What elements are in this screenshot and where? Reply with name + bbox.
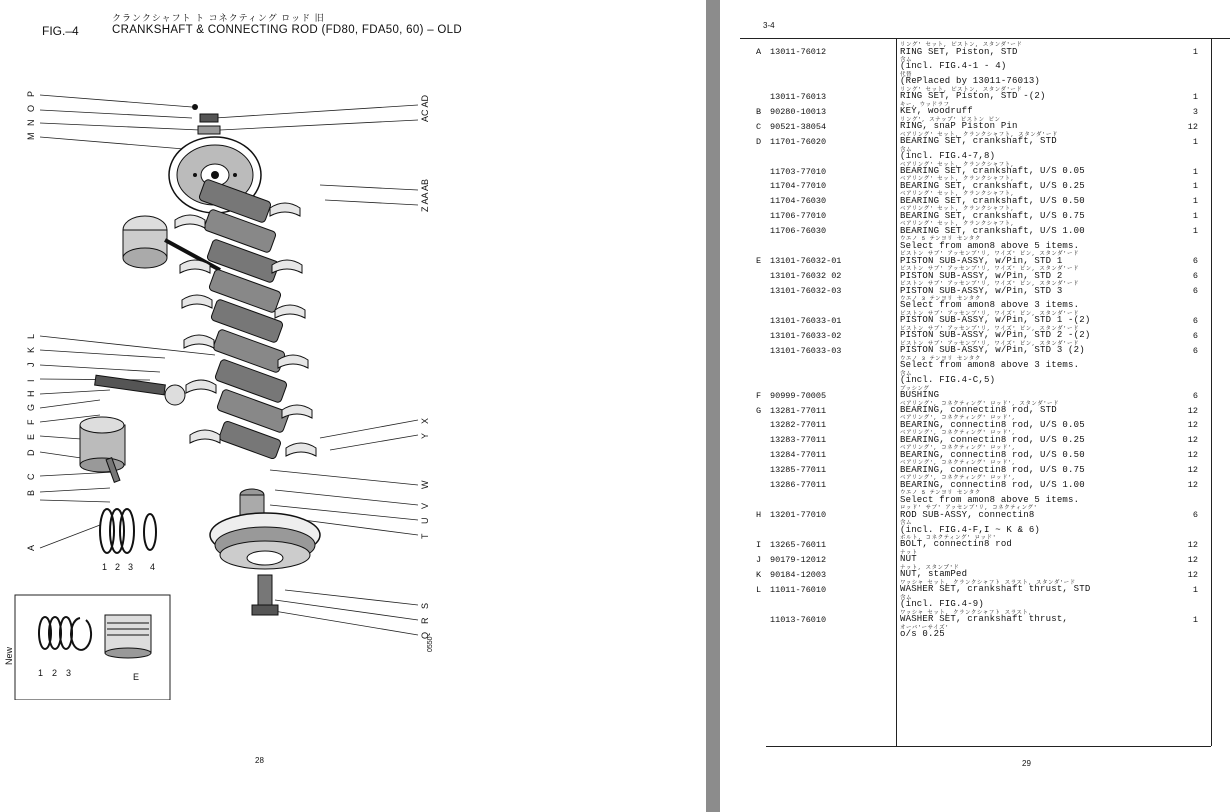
part-number: 11701-76020 <box>770 136 827 147</box>
part-description: RING SET, Piston, STD -(2) <box>900 91 1046 102</box>
part-name-jp: ウエノ 5 テンヨリ センタク <box>900 489 981 497</box>
part-description-block <box>900 595 1180 610</box>
part-number: 13286-77011 <box>770 480 827 491</box>
ref-letter: I <box>756 539 762 550</box>
parts-list-row <box>720 296 1210 311</box>
part-name-jp: オーバ'ーサイズ' <box>900 623 949 631</box>
part-name-jp: リング', スナップ' ピストン ピン <box>900 115 1001 123</box>
part-description: BEARING, connectin8 rod, U/S 1.00 <box>900 479 1085 490</box>
parts-list-row <box>720 132 1210 147</box>
part-description: (incl. FIG.4-C,5) <box>900 375 996 386</box>
part-description-block <box>900 311 1180 326</box>
parts-list-row <box>720 72 1210 87</box>
part-name-jp: ブッシング <box>900 384 930 392</box>
callout-V: V <box>420 502 430 509</box>
part-number: 13011-76013 <box>770 91 827 102</box>
part-description-block <box>900 296 1180 311</box>
figure-title-jp: クランクシャフト ト コネクティング ロッド 旧 <box>112 13 325 23</box>
part-number: 13201-77010 <box>770 510 827 521</box>
ref-letter: L <box>756 584 762 595</box>
callout-K: K <box>26 346 36 353</box>
part-name-jp: ベアリング' セット, クランクシャフト, <box>900 175 1015 183</box>
callout-M: M <box>26 132 36 140</box>
callout-Q: Q <box>420 631 430 639</box>
part-number: 13101-76032-01 <box>770 256 842 267</box>
callout-P: P <box>26 90 36 97</box>
quantity: 12 <box>1187 480 1198 491</box>
part-name-jp: ピストン サブ' アッセンブ'リ, ワイズ' ピン, スタンダ'ード <box>900 265 1079 273</box>
parts-list-row <box>720 311 1210 326</box>
part-description-block <box>900 610 1180 625</box>
part-number: 13284-77011 <box>770 450 827 461</box>
quantity: 12 <box>1187 121 1198 132</box>
part-description: NUT <box>900 554 917 565</box>
parts-list-row <box>720 147 1210 162</box>
part-number: 90999-70005 <box>770 390 827 401</box>
quantity: 12 <box>1187 539 1198 550</box>
part-description-block <box>900 102 1180 117</box>
part-name-jp: 含ム <box>900 145 913 153</box>
quantity: 6 <box>1192 345 1198 356</box>
callout-T: T <box>420 533 430 539</box>
quantity: 1 <box>1192 166 1198 177</box>
parts-list-row <box>720 595 1210 610</box>
part-description-block <box>900 386 1180 401</box>
ref-letter: K <box>756 569 762 580</box>
quantity: 1 <box>1192 181 1198 192</box>
quantity: 12 <box>1187 420 1198 431</box>
part-description-block <box>900 206 1180 221</box>
part-description-block <box>900 42 1180 57</box>
callout-D: D <box>26 449 36 456</box>
part-number: 13101-76032 02 <box>770 271 842 282</box>
parts-list-row <box>720 356 1210 371</box>
part-description: BOLT, connectin8 rod <box>900 539 1013 550</box>
part-description: (incl. FIG.4-1 - 4) <box>900 61 1007 72</box>
part-description: PISTON SUB-ASSY, w/Pin, STD 1 <box>900 255 1063 266</box>
part-number: 11706-76030 <box>770 226 827 237</box>
parts-list-row <box>720 505 1210 520</box>
callout-O: O <box>26 104 36 112</box>
part-number: 11704-76030 <box>770 196 827 207</box>
ref-letter: F <box>756 390 762 401</box>
part-name-jp: ベアリング' セット, クランクシャフト, スタンダ'ード <box>900 130 1058 138</box>
part-name-jp: ウエノ 3 テンヨリ センタク <box>900 294 981 302</box>
parts-list-row <box>720 221 1210 236</box>
part-description: PISTON SUB-ASSY, w/Pin, STD 3 (2) <box>900 345 1085 356</box>
part-number: 13285-77011 <box>770 465 827 476</box>
part-description: (incl. FIG.4-7,8) <box>900 151 996 162</box>
part-description: PISTON SUB-ASSY, w/Pin, STD 2 -(2) <box>900 330 1091 341</box>
part-number: 11703-77010 <box>770 166 827 177</box>
part-description: BUSHING <box>900 390 940 401</box>
ring-number: 2 <box>115 562 121 572</box>
parts-list-row <box>720 460 1210 475</box>
piston-rings <box>100 509 156 553</box>
part-description-block <box>900 475 1180 490</box>
part-number: 13101-76033-02 <box>770 330 842 341</box>
part-description-block <box>900 580 1180 595</box>
part-description: Select from amon8 above 3 items. <box>900 300 1080 311</box>
parts-list-row <box>720 610 1210 625</box>
quantity: 3 <box>1192 106 1198 117</box>
parts-list-row <box>720 102 1210 117</box>
part-description: PISTON SUB-ASSY, w/Pin, STD 2 <box>900 270 1063 281</box>
section-header: 3-4 <box>763 21 775 30</box>
ref-letter: D <box>756 136 762 147</box>
parts-list-row <box>720 565 1210 580</box>
parts-list-row <box>720 281 1210 296</box>
quantity: 1 <box>1192 136 1198 147</box>
quantity: 1 <box>1192 226 1198 237</box>
parts-list-row <box>720 371 1210 386</box>
part-number: 90179-12012 <box>770 554 827 565</box>
part-description-block <box>900 281 1180 296</box>
part-description-block <box>900 147 1180 162</box>
crankshaft <box>198 179 289 460</box>
part-name-jp: ピストン サブ' アッセンブ'リ, ワイズ' ピン, スタンダ'ード <box>900 250 1079 258</box>
part-number: 13101-76033-01 <box>770 315 842 326</box>
quantity: 1 <box>1192 584 1198 595</box>
inset-item-2: 2 <box>52 668 58 678</box>
part-description: PISTON SUB-ASSY, w/Pin, STD 1 -(2) <box>900 315 1091 326</box>
part-number: 13282-77011 <box>770 420 827 431</box>
part-number: 13101-76032-03 <box>770 286 842 296</box>
part-name-jp: ウエノ 3 テンヨリ センタク <box>900 354 981 362</box>
quantity: 1 <box>1192 614 1198 625</box>
part-number: 90521-38054 <box>770 121 827 132</box>
ring-number: 4 <box>150 562 156 572</box>
part-name-jp: ベアリング' セット, クランクシャフト, <box>900 190 1015 198</box>
parts-list-row <box>720 445 1210 460</box>
parts-list-row <box>720 57 1210 72</box>
quantity: 1 <box>1192 196 1198 207</box>
inset-new-pistons <box>15 595 170 700</box>
part-description-block <box>900 326 1180 341</box>
quantity: 12 <box>1187 450 1198 461</box>
exploded-parts-diagram <box>0 40 706 700</box>
part-name-jp: ピストン サブ' アッセンブ'リ, ワイズ' ピン, スタンダ'ード <box>900 280 1079 287</box>
callout-U: U <box>420 517 430 524</box>
part-description: BEARING, connectin8 rod, U/S 0.50 <box>900 449 1085 460</box>
callout-H: H <box>26 390 36 397</box>
part-description-block <box>900 72 1180 87</box>
part-description: BEARING SET, crankshaft, U/S 0.25 <box>900 180 1085 191</box>
parts-list-row <box>720 475 1210 490</box>
callout-W: W <box>420 480 430 489</box>
part-name-jp: ピストン サブ' アッセンブ'リ, ワイズ' ピン, スタンダ'ード <box>900 324 1079 332</box>
part-description: (RePlaced by 13011-76013) <box>900 76 1041 87</box>
part-description-block <box>900 87 1180 102</box>
parts-list-row <box>720 206 1210 221</box>
ref-letter: J <box>756 554 762 565</box>
figure-number: FIG.–4 <box>42 24 79 38</box>
part-number: 11706-77010 <box>770 211 827 222</box>
ref-letter: B <box>756 106 762 117</box>
part-number: 13281-77011 <box>770 405 827 416</box>
part-description: BEARING SET, crankshaft, U/S 0.50 <box>900 195 1085 206</box>
part-name-jp: リング' セット, ピストン, スタンダ'ード <box>900 41 1023 48</box>
parts-list-row <box>720 490 1210 505</box>
part-name-jp: ピストン サブ' アッセンブ'リ, ワイズ' ピン, スタンダ'ード <box>900 309 1079 317</box>
part-name-jp: ロッド' サブ' アッセンブ'リ, コネクティング' <box>900 504 1038 512</box>
part-description: RING, snaP Piston Pin <box>900 121 1018 132</box>
parts-list-row <box>720 535 1210 550</box>
part-number: 13101-76033-03 <box>770 345 842 356</box>
quantity: 12 <box>1187 554 1198 565</box>
parts-list-row <box>720 520 1210 535</box>
quantity: 12 <box>1187 569 1198 580</box>
quantity: 6 <box>1192 330 1198 341</box>
parts-list-row <box>720 42 1210 57</box>
part-name-jp: 代替 <box>900 70 913 78</box>
part-number: 11011-76010 <box>770 584 827 595</box>
callout-R: R <box>420 617 430 624</box>
part-description-block <box>900 266 1180 281</box>
callout-B: B <box>26 489 36 496</box>
part-name-jp: ワッシャ セット, クランクシャフト スラスト, スタンダ'ード <box>900 578 1076 586</box>
quantity: 6 <box>1192 256 1198 267</box>
callout-Y: Y <box>420 432 430 439</box>
part-description-block <box>900 565 1180 580</box>
parts-list-row <box>720 326 1210 341</box>
parts-list-row <box>720 386 1210 401</box>
part-number: 11013-76010 <box>770 614 827 625</box>
part-description-block <box>900 251 1180 266</box>
part-name-jp: ベアリング' セット, クランクシャフト, <box>900 160 1015 168</box>
part-description-block <box>900 341 1180 356</box>
callout-N: N <box>26 119 36 126</box>
ref-letter: E <box>756 256 762 267</box>
quantity: 1 <box>1192 91 1198 102</box>
part-name-jp: ベアリング', コネクティング' ロッド', <box>900 444 1016 452</box>
part-description: WASHER SET, crankshaft thrust, <box>900 614 1069 625</box>
table-bottom-rule <box>766 746 1211 747</box>
part-name-jp: ベアリング', コネクティング' ロッド', <box>900 429 1016 437</box>
part-name-jp: ナット <box>900 548 918 556</box>
part-description: BEARING, connectin8 rod, U/S 0.05 <box>900 419 1085 430</box>
inset-item-3: 3 <box>66 668 72 678</box>
part-name-jp: ベアリング', コネクティング' ロッド', スタンダ'ード <box>900 399 1059 407</box>
callout-Z-AA-AB: Z AA AB <box>420 178 430 212</box>
callout-S: S <box>420 602 430 609</box>
parts-list-row <box>720 266 1210 281</box>
part-description-block <box>900 356 1180 371</box>
crank-pulley <box>210 489 320 615</box>
part-description: KEY, woodruff <box>900 106 973 117</box>
table-column-rule-right <box>1211 38 1212 746</box>
part-description: (incl. FIG.4-F,I ~ K & 6) <box>900 524 1041 535</box>
callout-E: E <box>26 433 36 440</box>
quantity: 6 <box>1192 510 1198 521</box>
parts-list-row <box>720 236 1210 251</box>
part-name-jp: ベアリング', コネクティング' ロッド', <box>900 459 1016 467</box>
part-description: RING SET, Piston, STD <box>900 46 1018 57</box>
callout-AC-AD: AC AD <box>420 94 430 122</box>
part-number: 13011-76012 <box>770 47 827 57</box>
ref-letter: A <box>756 47 762 57</box>
part-number: 11704-77010 <box>770 181 827 192</box>
figure-title: CRANKSHAFT & CONNECTING ROD (FD80, FDA50, 60) – OLD <box>112 24 462 36</box>
part-description: Select from amon8 above 5 items. <box>900 240 1080 251</box>
ring-number: 1 <box>102 562 108 572</box>
quantity: 1 <box>1192 47 1198 57</box>
part-description-block <box>900 57 1180 72</box>
quantity: 6 <box>1192 390 1198 401</box>
part-description: BEARING, connectin8 rod, U/S 0.75 <box>900 464 1085 475</box>
part-name-jp: ナット, スタンプ'ド <box>900 563 960 571</box>
part-name-jp: 含ム <box>900 519 913 526</box>
part-number: 13283-77011 <box>770 435 827 446</box>
quantity: 1 <box>1192 211 1198 222</box>
part-description-block <box>900 460 1180 475</box>
part-description-block <box>900 535 1180 550</box>
parts-list-row <box>720 117 1210 132</box>
part-description: Select from amon8 above 5 items. <box>900 494 1080 505</box>
part-description: BEARING SET, crankshaft, U/S 0.05 <box>900 166 1085 176</box>
part-name-jp: ベアリング' セット, クランクシャフト, <box>900 220 1015 228</box>
callout-F: F <box>26 419 36 425</box>
part-description-block <box>900 505 1180 520</box>
quantity: 12 <box>1187 435 1198 446</box>
callout-I: I <box>26 379 36 382</box>
ref-letter: G <box>756 405 762 416</box>
page-gutter <box>706 0 720 812</box>
part-description-block <box>900 625 1180 640</box>
part-name-jp: ベアリング', コネクティング' ロッド', <box>900 474 1016 482</box>
part-name-jp: ワッシャ セット, クランクシャフト スラスト, <box>900 608 1033 616</box>
parts-list-row <box>720 341 1210 356</box>
part-description: BEARING SET, crankshaft, U/S 1.00 <box>900 225 1085 236</box>
drawing-code: 0550 <box>427 636 434 652</box>
quantity: 12 <box>1187 465 1198 476</box>
part-name-jp: ウエノ 5 テンヨリ センタク <box>900 235 981 243</box>
right-page <box>720 0 1230 812</box>
quantity: 6 <box>1192 271 1198 282</box>
inset-label: New <box>4 646 14 665</box>
callout-J: J <box>26 362 36 367</box>
part-description: BEARING, connectin8 rod, U/S 0.25 <box>900 434 1085 445</box>
part-description-block <box>900 445 1180 460</box>
part-name-jp: ベアリング', コネクティング' ロッド', <box>900 414 1016 422</box>
part-description: ROD SUB-ASSY, connectin8 <box>900 509 1035 520</box>
part-name-jp: 含ム <box>900 593 913 601</box>
part-description-block <box>900 550 1180 565</box>
part-name-jp: ボルト, コネクティング' ロッド' <box>900 533 997 541</box>
part-description: PISTON SUB-ASSY, w/Pin, STD 3 <box>900 285 1063 296</box>
table-top-rule <box>740 38 1230 39</box>
part-description-block <box>900 371 1180 386</box>
quantity: 6 <box>1192 286 1198 296</box>
ref-letter: C <box>756 121 762 132</box>
part-name-jp: ベアリング' セット, クランクシャフト, <box>900 205 1015 213</box>
part-description: BEARING, connectin8 rod, STD <box>900 405 1057 415</box>
parts-list-row <box>720 625 1210 640</box>
part-description-block <box>900 117 1180 132</box>
part-name-jp: キー, ウッドラフ <box>900 100 950 108</box>
callout-G: G <box>26 403 36 411</box>
part-description-block <box>900 520 1180 535</box>
inset-item-E: E <box>133 672 140 682</box>
part-name-jp: 含ム <box>900 55 913 63</box>
part-description: BEARING SET, crankshaft, STD <box>900 136 1057 147</box>
part-description: WASHER SET, crankshaft thrust, STD <box>900 584 1091 595</box>
callout-A: A <box>26 544 36 551</box>
part-description-block <box>900 490 1180 505</box>
page-number-left: 28 <box>255 756 264 765</box>
part-description: o/s 0.25 <box>900 629 945 640</box>
part-name-jp: ピストン サブ' アッセンブ'リ, ワイズ' ピン, スタンダ'ード <box>900 339 1079 347</box>
part-description: (incl. FIG.4-9) <box>900 599 985 610</box>
parts-list <box>720 42 1210 640</box>
part-description: Select from amon8 above 3 items. <box>900 360 1080 371</box>
parts-list-row <box>720 87 1210 102</box>
part-description: NUT, stamPed <box>900 569 968 580</box>
ring-number: 3 <box>128 562 134 572</box>
part-description-block <box>900 221 1180 236</box>
ref-letter: H <box>756 510 762 521</box>
part-name-jp: リング' セット, ピストン, スタンダ'ード <box>900 85 1023 93</box>
parts-list-row <box>720 580 1210 595</box>
callout-L: L <box>26 333 36 339</box>
callout-X: X <box>420 417 430 424</box>
part-number: 90280-10013 <box>770 106 827 117</box>
part-number: 13265-76011 <box>770 539 827 550</box>
part-name-jp: 含ム <box>900 369 913 377</box>
part-description: BEARING SET, crankshaft, U/S 0.75 <box>900 210 1085 221</box>
parts-list-row <box>720 550 1210 565</box>
parts-list-row <box>720 251 1210 266</box>
part-description-block <box>900 236 1180 251</box>
callout-C: C <box>26 473 36 480</box>
quantity: 12 <box>1187 405 1198 416</box>
part-description-block <box>900 132 1180 147</box>
inset-item-1: 1 <box>38 668 44 678</box>
quantity: 6 <box>1192 315 1198 326</box>
page-number-right: 29 <box>1022 759 1031 768</box>
part-number: 90184-12003 <box>770 569 827 580</box>
